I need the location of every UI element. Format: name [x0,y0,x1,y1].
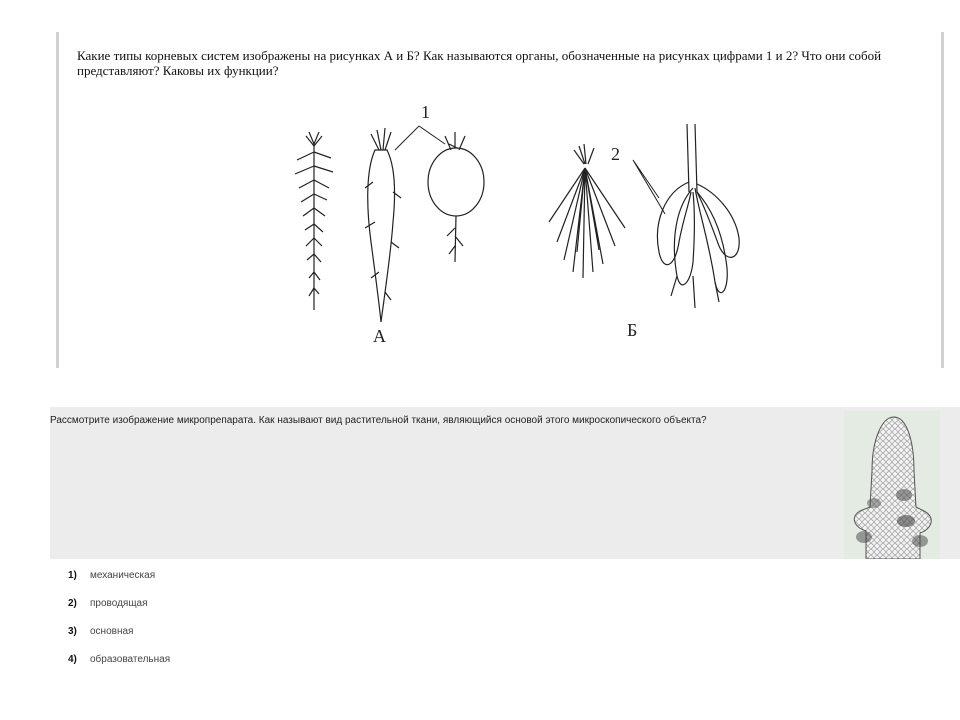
answer-text: проводящая [90,598,148,609]
question-text: Какие типы корневых систем изображены на рисунках А и Б? Как называются органы, обозначенные на рисунках цифрами 1 и 2? Что они собой представляют? Каковы их функции? [77,48,882,78]
answer-option-2[interactable] [68,598,170,626]
answer-number: 3) [68,626,77,637]
fibrous-root-drawing [549,144,625,278]
label-1: 1 [421,102,430,122]
root-systems-figure [59,32,947,368]
taproot-drawing [295,132,333,310]
answer-option-3[interactable] [68,626,170,654]
label-2: 2 [611,144,620,164]
beet-drawing [428,132,484,262]
label-a: А [373,326,386,346]
root-tubers-drawing [657,124,739,308]
answer-number: 4) [68,654,77,665]
answer-text: образовательная [90,654,171,665]
answer-number: 2) [68,598,77,609]
answer-list [68,570,170,682]
answer-text: основная [90,626,134,637]
answer-option-1[interactable] [68,570,170,598]
question-panel-roots [56,32,944,368]
label-b: Б [627,320,638,340]
question-panel-tissue [50,407,960,559]
answer-text: механическая [90,570,156,581]
carrot-drawing [365,128,401,322]
answer-option-4[interactable] [68,654,170,682]
answer-number: 1) [68,570,77,581]
micropreparation-image [844,411,940,559]
question-text-tissue: Рассмотрите изображение микропрепарата. Как называют вид растительной ткани, являющийся основой этого микроскопического объекта? [50,415,707,426]
